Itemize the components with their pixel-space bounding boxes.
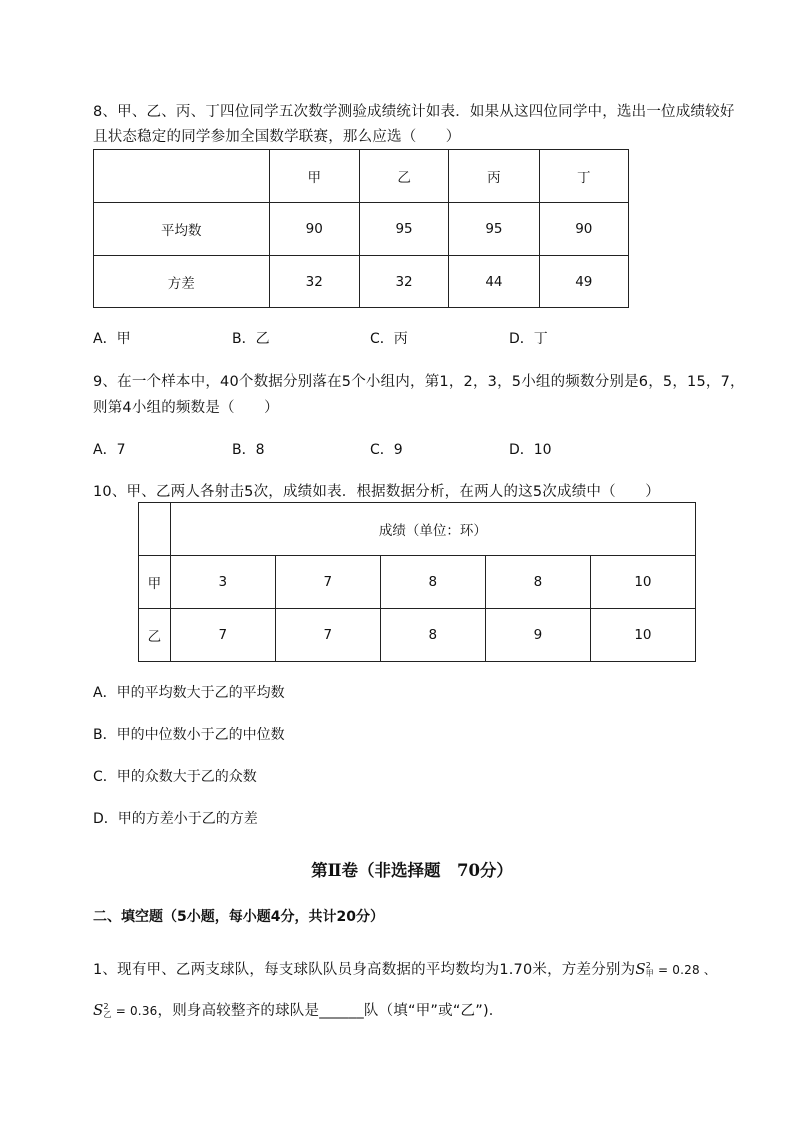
q10-cell: 7 (170, 609, 275, 662)
q10-cell: 7 (275, 556, 380, 609)
q9-option-d[interactable]: D．10 (509, 442, 552, 458)
q9-text-line2: 则第4小组的频数是（ ） (93, 400, 279, 416)
q10-header-blank (139, 503, 171, 556)
q10-text: 10、甲、乙两人各射击5次，成绩如表．根据数据分析，在两人的这5次成绩中（ ） (93, 484, 660, 500)
q8-row-label-mean: 平均数 (94, 203, 270, 256)
q10-cell: 8 (380, 609, 485, 662)
q8-header-blank (94, 150, 270, 203)
s-yi-subscript: 乙 (103, 1010, 112, 1019)
q9-text-line1: 9、在一个样本中，40个数据分别落在5个小组内，第1，2，3，5小组的频数分别是6，5，15，7， (93, 374, 745, 390)
q8-cell: 32 (269, 256, 359, 308)
s-yi-symbol: S (93, 1001, 104, 1019)
q10-cell: 10 (590, 556, 695, 609)
fill1-line2 (93, 999, 504, 1020)
fill1-text-rest: ，则身高较整齐的球队是______队（填“甲”或“乙”)． (157, 1003, 504, 1019)
s-jia-symbol: S (635, 960, 646, 978)
q9-option-c[interactable]: C．9 (370, 442, 403, 458)
section-heading-fill-in: 二、填空题（5小题，每小题4分，共计20分） (93, 909, 384, 925)
q8-header-bing: 丙 (449, 150, 539, 203)
q8-cell: 95 (449, 203, 539, 256)
q8-option-d[interactable]: D．丁 (509, 331, 548, 347)
q10-row-label-jia: 甲 (139, 556, 171, 609)
q10-cell: 9 (485, 609, 590, 662)
q8-header-yi: 乙 (359, 150, 448, 203)
q8-text-line1: 8、甲、乙、丙、丁四位同学五次数学测验成绩统计如表．如果从这四位同学中，选出一位成绩较好 (93, 104, 735, 120)
q10-cell: 3 (170, 556, 275, 609)
q8-row-label-variance: 方差 (94, 256, 270, 308)
q8-cell: 95 (359, 203, 448, 256)
q8-option-a[interactable]: A．甲 (93, 331, 131, 347)
q10-option-c[interactable]: C．甲的众数大于乙的众数 (93, 769, 257, 785)
s-jia-subscript: 甲 (645, 969, 654, 978)
q8-header-jia: 甲 (269, 150, 359, 203)
q9-option-b[interactable]: B．8 (232, 442, 265, 458)
part2-title: 第Ⅱ卷（非选择题 70分） (311, 861, 513, 880)
q10-cell: 8 (380, 556, 485, 609)
q10-option-d[interactable]: D．甲的方差小于乙的方差 (93, 811, 258, 827)
s-yi-superscript: 2 (103, 1002, 109, 1011)
q10-cell: 10 (590, 609, 695, 662)
s-jia-superscript: 2 (645, 961, 652, 970)
q10-cell: 8 (485, 556, 590, 609)
q10-header-score: 成绩（单位：环） (170, 503, 695, 556)
q8-header-ding: 丁 (539, 150, 628, 203)
q8-option-b[interactable]: B．乙 (232, 331, 270, 347)
s-yi-value: = 0.36 (111, 1004, 158, 1018)
q8-cell: 32 (359, 256, 448, 308)
q10-option-a[interactable]: A．甲的平均数大于乙的平均数 (93, 685, 285, 701)
q10-table (138, 502, 696, 662)
fill1-text: 1、现有甲、乙两支球队，每支球队队员身高数据的平均数均为1.70米，方差分别为 (93, 962, 636, 978)
q8-option-c[interactable]: C．丙 (370, 331, 408, 347)
q9-option-a[interactable]: A．7 (93, 442, 126, 458)
q8-cell: 90 (539, 203, 628, 256)
q8-cell: 49 (539, 256, 628, 308)
q8-table (93, 149, 629, 308)
q8-cell: 90 (269, 203, 359, 256)
q8-cell: 44 (449, 256, 539, 308)
s-jia-value: = 0.28 、 (654, 963, 717, 977)
q10-option-b[interactable]: B．甲的中位数小于乙的中位数 (93, 727, 285, 743)
fill1-line1 (93, 958, 716, 979)
q10-cell: 7 (275, 609, 380, 662)
q8-text-line2: 且状态稳定的同学参加全国数学联赛，那么应选（ ） (93, 129, 461, 145)
q10-row-label-yi: 乙 (139, 609, 171, 662)
